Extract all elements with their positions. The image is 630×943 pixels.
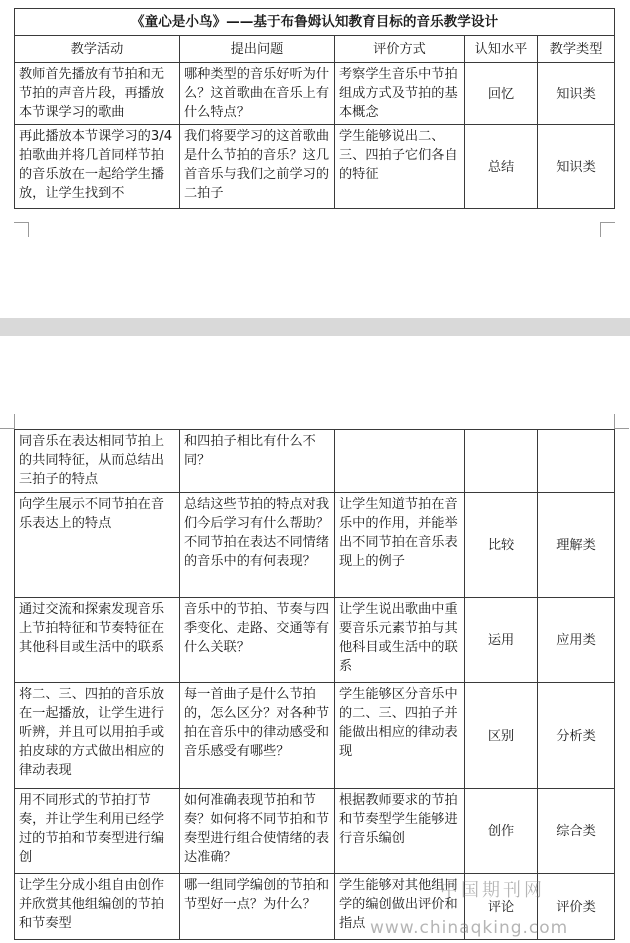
header-teaching-type: 教学类型 [538, 36, 615, 63]
cell-type [538, 430, 615, 493]
cell-question: 和四拍子相比有什么不同？ [180, 430, 335, 493]
cell-level: 评论 [465, 874, 538, 940]
cell-evaluation: 根据教师要求的节拍和节奏型学生能够进行音乐编创 [335, 789, 465, 874]
page-corner-mark [614, 414, 629, 429]
cell-question: 我们将要学习的这首歌曲是什么节拍的音乐？这几首音乐与我们之前学习的二拍子 [180, 125, 335, 209]
cell-question: 总结这些节拍的特点对我们今后学习有什么帮助？不同节拍在表达不同情绪的音乐中的有何表现？ [180, 493, 335, 598]
header-evaluation: 评价方式 [335, 36, 465, 63]
cell-evaluation: 学生能够说出二、三、四拍子它们各自的特征 [335, 125, 465, 209]
header-questions: 提出问题 [180, 36, 335, 63]
header-row [15, 36, 615, 63]
cell-question: 哪种类型的音乐好听为什么？这首歌曲在音乐上有什么特点？ [180, 63, 335, 125]
cell-level [465, 430, 538, 493]
cell-question: 如何准确表现节拍和节奏？如何将不同节拍和节奏型进行组合使情绪的表达准确？ [180, 789, 335, 874]
cell-activity: 用不同形式的节拍打节奏，并让学生利用已经学过的节拍和节奏型进行编创 [15, 789, 180, 874]
table-title: 《童心是小鸟》——基于布鲁姆认知教育目标的音乐教学设计 [15, 9, 615, 36]
page-corner-mark [0, 414, 15, 429]
page-corner-mark [600, 222, 615, 237]
table-row [15, 874, 615, 940]
table-row [15, 430, 615, 493]
cell-type: 分析类 [538, 683, 615, 789]
cell-type: 理解类 [538, 493, 615, 598]
cell-level: 回忆 [465, 63, 538, 125]
cell-evaluation: 学生能够对其他组同学的编创做出评价和指点 [335, 874, 465, 940]
table-row [15, 493, 615, 598]
cell-activity: 将二、三、四拍的音乐放在一起播放，让学生进行听辨，并且可以用拍手或拍皮球的方式做出相应的律动表现 [15, 683, 180, 789]
table-row [15, 789, 615, 874]
cell-activity: 让学生分成小组自由创作并欣赏其他组编创的节拍和节奏型 [15, 874, 180, 940]
cell-level: 创作 [465, 789, 538, 874]
header-teaching-activity: 教学活动 [15, 36, 180, 63]
cell-question: 每一首曲子是什么节拍的，怎么区分？对各种节拍在音乐中的律动感受和音乐感受有哪些？ [180, 683, 335, 789]
cell-type: 知识类 [538, 63, 615, 125]
cell-evaluation: 考察学生音乐中节拍组成方式及节拍的基本概念 [335, 63, 465, 125]
cell-evaluation [335, 430, 465, 493]
page-corner-mark [14, 222, 29, 237]
header-cognitive-level: 认知水平 [465, 36, 538, 63]
cell-evaluation: 学生能够区分音乐中的二、三、四拍子并能做出相应的律动表现 [335, 683, 465, 789]
cell-activity: 向学生展示不同节拍在音乐表达上的特点 [15, 493, 180, 598]
table-row [15, 63, 615, 125]
table-row [15, 598, 615, 683]
cell-level: 总结 [465, 125, 538, 209]
cell-activity: 通过交流和探索发现音乐上节拍特征和节奏特征在其他科目或生活中的联系 [15, 598, 180, 683]
cell-type: 知识类 [538, 125, 615, 209]
cell-level: 区别 [465, 683, 538, 789]
lesson-table-page-1 [14, 8, 615, 209]
cell-type: 应用类 [538, 598, 615, 683]
watermark-cn: 中国期刊网 [440, 880, 545, 901]
cell-level: 运用 [465, 598, 538, 683]
cell-activity: 教师首先播放有节拍和无节拍的声音片段，再播放本节课学习的歌曲 [15, 63, 180, 125]
cell-question: 哪一组同学编创的节拍和节型好一点？为什么？ [180, 874, 335, 940]
page-break-gap [0, 318, 630, 336]
watermark-url: www.chinaqking.com [370, 918, 569, 938]
cell-type: 评价类 [538, 874, 615, 940]
cell-question: 音乐中的节拍、节奏与四季变化、走路、交通等有什么关联？ [180, 598, 335, 683]
cell-activity: 再此播放本节课学习的3/4拍歌曲并将几首同样节拍的音乐放在一起给学生播放，让学生找到不 [15, 125, 180, 209]
cell-evaluation: 让学生知道节拍在音乐中的作用，并能举出不同节拍在音乐表现上的例子 [335, 493, 465, 598]
lesson-table-page-2 [14, 429, 615, 940]
cell-level: 比较 [465, 493, 538, 598]
cell-activity: 同音乐在表达相同节拍上的共同特征，从而总结出三拍子的特点 [15, 430, 180, 493]
cell-evaluation: 让学生说出歌曲中重要音乐元素节拍与其他科目或生活中的联系 [335, 598, 465, 683]
table-row [15, 125, 615, 209]
table-row [15, 683, 615, 789]
cell-type: 综合类 [538, 789, 615, 874]
